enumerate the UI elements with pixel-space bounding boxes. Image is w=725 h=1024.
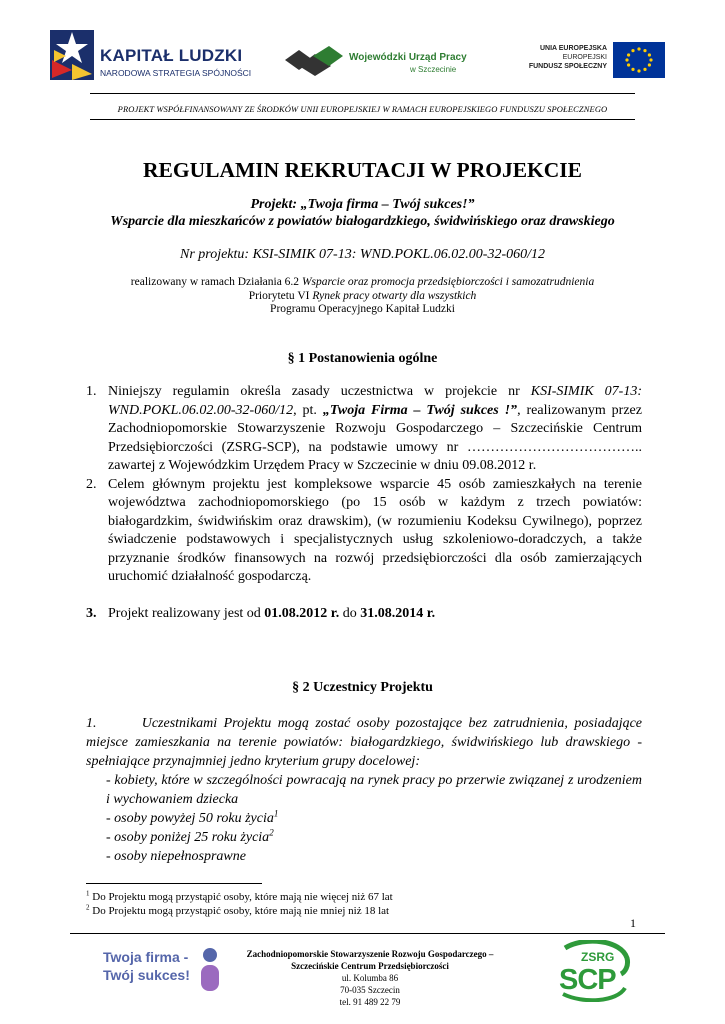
cofinancing-note: PROJEKT WSPÓŁFINANSOWANY ZE ŚRODKÓW UNII EUROPEJSKIEJ W RAMACH EUROPEJSKIEGO FUNDUSZU SPOŁECZNEGO	[117, 104, 608, 114]
realization-info	[60, 276, 665, 317]
project-support-line: Wsparcie dla mieszkańców z powiatów białogardzkiego, świdwińskiego oraz drawskiego	[110, 214, 615, 229]
address-line: ul. Kolumba 86	[341, 973, 399, 983]
page-number: 1	[630, 916, 636, 930]
scp-label: SCP	[559, 964, 616, 996]
footnote-divider	[86, 883, 262, 884]
eu-logo-text	[529, 44, 607, 71]
kapital-ludzki-emblem-icon	[50, 30, 94, 80]
twoja-firma-line1: Twoja firma -	[103, 949, 189, 965]
list-item-number: 1.	[86, 716, 97, 731]
item-text: Projekt realizowany jest od	[108, 605, 265, 621]
organization-address	[240, 948, 500, 1008]
criterion-text: - osoby poniżej 25 roku życia	[106, 830, 270, 845]
section-1-heading: § 1 Postanowienia ogólne	[287, 351, 438, 366]
list-item	[106, 828, 642, 847]
start-date: 01.08.2012 r.	[264, 605, 340, 621]
eu-logo	[520, 42, 665, 82]
person-icon	[198, 947, 222, 991]
twoja-firma-line2: Twój sukces!	[103, 967, 190, 983]
document-title: REGULAMIN REKRUTACJI W PROJEKCIE	[142, 158, 582, 182]
address-line: tel. 91 489 22 79	[339, 997, 401, 1007]
item-text: , realizowanym przez Zachodniopomorskie Stowarzyszenie Rozwoju Gospodarczego – Szczecińskie Centrum Przedsiębiorczości (ZSRG-SCP), na podstawie umowy nr ……………………………….. zawartej z Wojewódzkim Urzędem Pracy w Szczecinie w dniu 09.08.2012 r.	[108, 402, 642, 473]
zsrg-scp-logo	[555, 940, 633, 1002]
item-text: , pt.	[293, 402, 323, 418]
footnote	[86, 905, 389, 917]
eu-logo-line3: FUNDUSZ SPOŁECZNY	[528, 63, 607, 70]
list-item-number: 2.	[86, 476, 97, 492]
item-text: Celem głównym projektu jest kompleksowe wsparcie 45 osób zamieszkałych na terenie województwa zachodniopomorskiego (po 15 osób w każdym z trzech powiatów: białogardzkim, świdwińskim oraz drawskim), (w rozumieniu Kodeksu Cywilnego), poprzez świadczenie podstawowych i specjalistycznych usług szkoleniowo-doradczych, a także przyznanie środków finansowych na rozwój przedsiębiorczości dla osób zamierzających uruchomić działalność gospodarczą.	[108, 476, 642, 584]
wup-city: w Szczecinie	[410, 65, 457, 74]
project-title: „Twoja Firma – Twój sukces !”	[322, 402, 518, 418]
criterion-text: - osoby powyżej 50 roku życia	[106, 811, 274, 826]
kapital-ludzki-logo	[50, 28, 250, 88]
footnote-mark: 1	[86, 889, 90, 898]
list-item	[106, 771, 642, 809]
project-code: KSI-SIMIK 07-13: WND.POKL.06.02.00-32-060/12	[108, 384, 642, 418]
item-text: Uczestnikami Projektu mogą zostać osoby pozostające bez zatrudnienia, posiadające miejsce zamieszkania na terenie powiatów: białogardzkiego, świdwińskiego lub drawskiego - spełniające przynajmniej jedno kryterium grupy docelowej:	[86, 716, 643, 769]
criterion-text: - osoby niepełnosprawne	[106, 849, 246, 864]
priority-prefix: Priorytetu VI	[248, 289, 313, 302]
address-line: Szczecińskie Centrum Przedsiębiorczości	[291, 961, 449, 971]
realization-line-1	[60, 276, 665, 290]
list-item	[86, 476, 642, 587]
eu-flag-icon	[613, 42, 665, 78]
realization-line-2	[60, 290, 665, 304]
wup-emblem-icon	[285, 46, 345, 76]
list-item-number: 3.	[86, 605, 97, 621]
realization-line-3: Programu Operacyjnego Kapitał Ludzki	[270, 303, 455, 315]
item-text: Niniejszy regulamin określa zasady uczestnictwa w projekcie nr	[108, 384, 531, 399]
item-text: do	[339, 605, 361, 621]
address-line: Zachodniopomorskie Stowarzyszenie Rozwoju Gospodarczego –	[246, 949, 494, 959]
kapital-ludzki-title: KAPITAŁ LUDZKI	[100, 46, 243, 65]
footnote-ref[interactable]: 1	[273, 808, 279, 819]
criterion-text: - kobiety, które w szczególności powracają na rynek pracy po przerwie związanej z urodzeniem i wychowaniem dziecka	[106, 773, 642, 807]
address-line: 70-035 Szczecin	[340, 985, 400, 995]
footnote-text: Do Projektu mogą przystąpić osoby, które mają nie więcej niż 67 lat	[89, 891, 393, 903]
list-item-number: 1.	[86, 384, 97, 399]
priority-name: Rynek pracy otwarty dla wszystkich	[312, 289, 477, 302]
list-item	[106, 847, 642, 866]
eu-logo-line1: UNIA EUROPEJSKA	[539, 45, 607, 52]
wup-logo	[285, 38, 467, 88]
kapital-ludzki-subtitle: NARODOWA STRATEGIA SPÓJNOŚCI	[100, 68, 252, 78]
project-number: Nr projektu: KSI-SIMIK 07-13: WND.POKL.06.02.00-32-060/12	[179, 247, 545, 262]
section-2-content	[86, 714, 642, 866]
section-2-item-1	[86, 714, 642, 771]
realization-prefix: realizowany w ramach Działania 6.2	[130, 276, 302, 288]
header-divider-top	[90, 93, 635, 94]
eu-logo-line2: EUROPEJSKI	[562, 54, 607, 61]
footnote-ref[interactable]: 2	[269, 827, 274, 838]
footnote-text: Do Projektu mogą przystąpić osoby, które mają nie mniej niż 18 lat	[89, 905, 390, 917]
footnote-mark: 2	[86, 903, 90, 912]
wup-name: Wojewódzki Urząd Pracy	[349, 52, 467, 63]
footer-divider	[70, 933, 665, 934]
project-name: Projekt: „Twoja firma – Twój sukces!”	[250, 197, 475, 212]
list-item	[86, 605, 642, 624]
section-2-heading: § 2 Uczestnicy Projektu	[292, 680, 433, 695]
footnote	[86, 891, 393, 903]
criteria-list	[86, 771, 642, 866]
zsrg-label: ZSRG	[581, 950, 615, 964]
end-date: 31.08.2014 r.	[360, 605, 436, 621]
list-item	[106, 809, 642, 828]
section-1-list	[86, 383, 642, 623]
header-divider-bottom	[90, 119, 635, 120]
list-item	[86, 383, 642, 476]
realization-action: Wsparcie oraz promocja przedsiębiorczości i samozatrudnienia	[301, 276, 595, 288]
twoja-firma-logo	[95, 943, 225, 991]
